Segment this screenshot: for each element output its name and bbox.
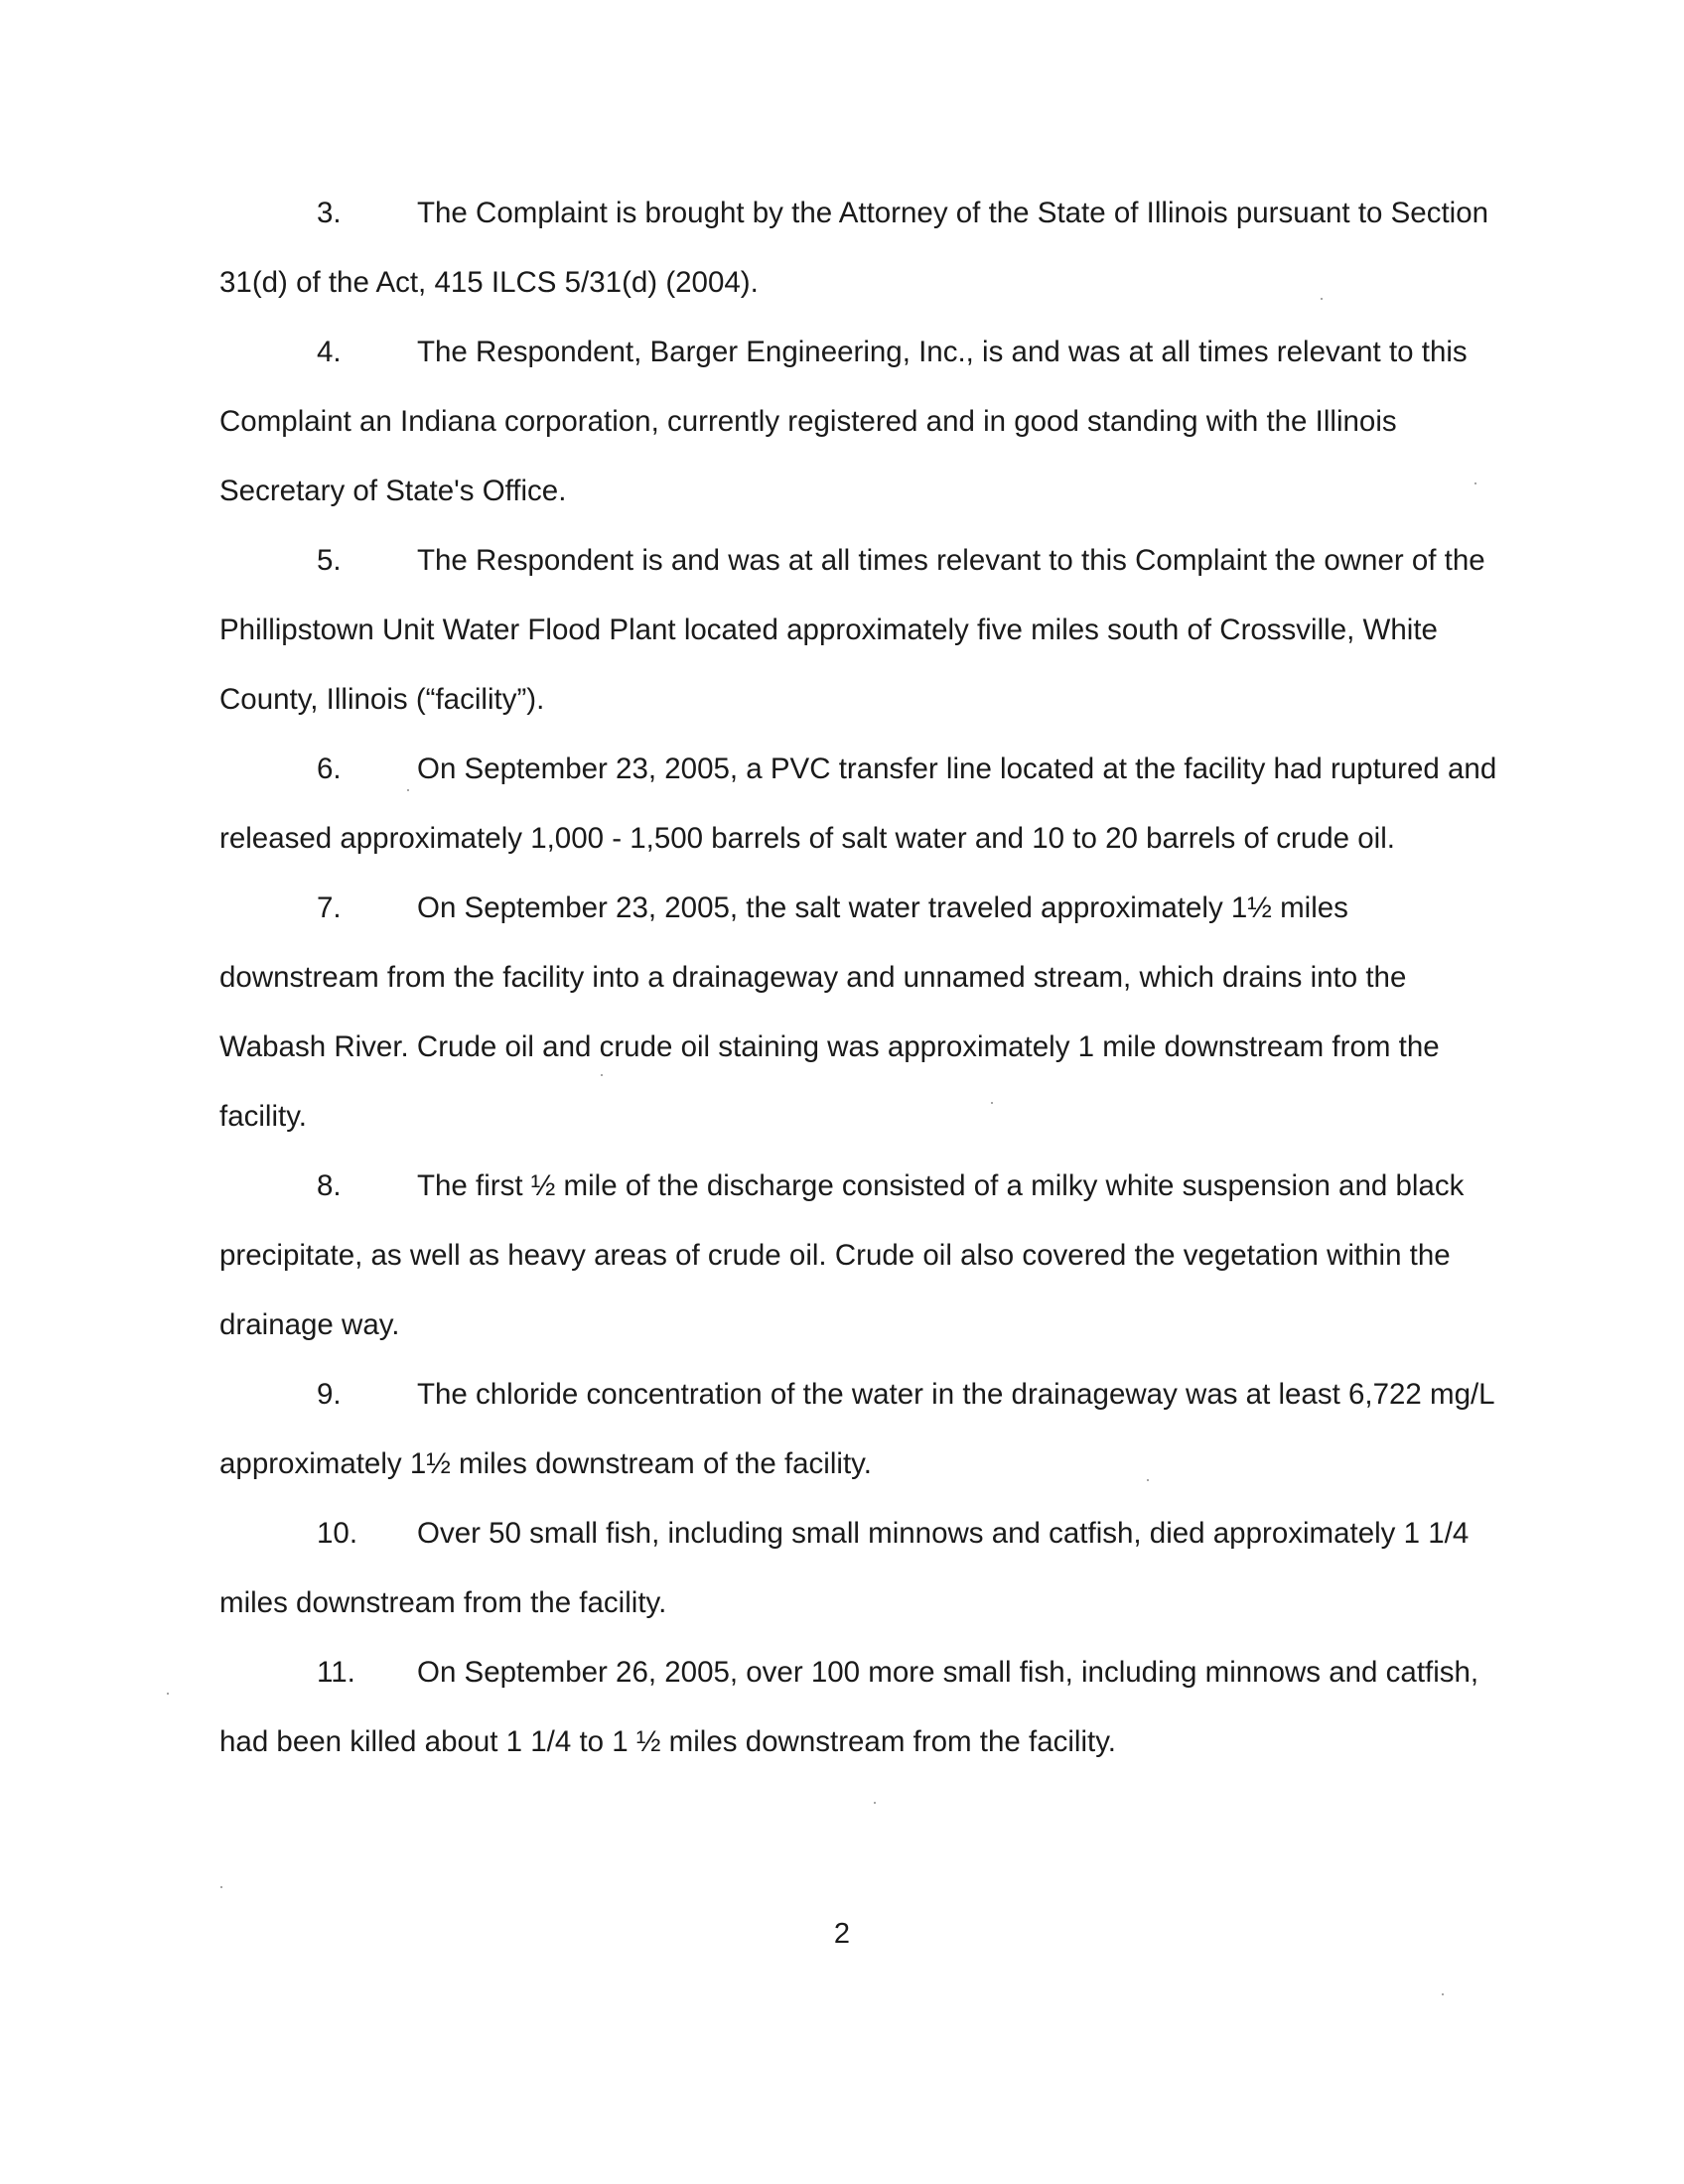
scan-speck: [407, 789, 409, 791]
paragraph-text: On September 26, 2005, over 100 more small fish, including minnows and catfish, had been killed about 1 1/4 to 1 ½ miles downstream from the facility.: [219, 1656, 1479, 1758]
page-number: 2: [833, 1918, 851, 1950]
paragraph-text: The Respondent is and was at all times relevant to this Complaint the owner of the Phillipstown Unit Water Flood Plant located approximately five miles south of Crossville, White County, Illinois (“facility”).: [219, 544, 1485, 716]
paragraph-text: Over 50 small fish, including small minnows and catfish, died approximately 1 1/4 miles downstream from the facility.: [219, 1517, 1470, 1619]
paragraph-number: 6.: [317, 752, 342, 785]
scan-speck: [601, 1074, 603, 1076]
paragraph-text: The chloride concentration of the water in the drainageway was at least 6,722 mg/L approximately 1½ miles downstream of the facility.: [219, 1378, 1494, 1480]
paragraph-7: [219, 874, 1500, 1152]
paragraph-number: 9.: [317, 1378, 342, 1411]
scan-speck: [991, 1102, 993, 1104]
paragraph-number: 3.: [317, 197, 342, 229]
scan-speck: [167, 1693, 169, 1695]
paragraph-text: On September 23, 2005, a PVC transfer line located at the facility had ruptured and released approximately 1,000 - 1,500 barrels of salt water and 10 to 20 barrels of crude oil.: [219, 752, 1497, 855]
paragraph-number: 5.: [317, 544, 342, 577]
paragraph-text: The first ½ mile of the discharge consisted of a milky white suspension and black precipitate, as well as heavy areas of crude oil. Crude oil also covered the vegetation within the drainage way.: [219, 1169, 1465, 1341]
paragraph-9: [219, 1360, 1500, 1499]
paragraph-text: The Complaint is brought by the Attorney of the State of Illinois pursuant to Section 31(d) of the Act, 415 ILCS 5/31(d) (2004).: [219, 197, 1489, 299]
scan-speck: [874, 1802, 876, 1804]
paragraph-text: The Respondent, Barger Engineering, Inc., is and was at all times relevant to this Complaint an Indiana corporation, currently registered and in good standing with the Illinois Secretary of State's Office.: [219, 336, 1468, 507]
paragraph-number: 7.: [317, 891, 342, 924]
scan-speck: [1474, 482, 1476, 484]
paragraph-text: On September 23, 2005, the salt water traveled approximately 1½ miles downstream from the facility into a drainageway and unnamed stream, which drains into the Wabash River. Crude oil and crude oil staining was approximately 1 mile downstream from the facility.: [219, 891, 1440, 1133]
paragraph-number: 10.: [317, 1517, 358, 1550]
paragraph-10: [219, 1499, 1500, 1638]
paragraph-number: 4.: [317, 336, 342, 368]
scan-speck: [220, 1886, 222, 1888]
paragraph-number: 8.: [317, 1169, 342, 1202]
paragraph-8: [219, 1152, 1500, 1360]
scan-speck: [1147, 1479, 1149, 1481]
scan-speck: [1321, 298, 1323, 300]
paragraph-4: [219, 318, 1500, 526]
scan-speck: [1442, 1993, 1444, 1995]
paragraph-11: [219, 1638, 1500, 1777]
paragraph-number: 11.: [317, 1656, 355, 1689]
paragraph-5: [219, 526, 1500, 735]
paragraph-3: [219, 179, 1500, 318]
paragraph-6: [219, 735, 1500, 874]
document-body: [219, 179, 1500, 1777]
